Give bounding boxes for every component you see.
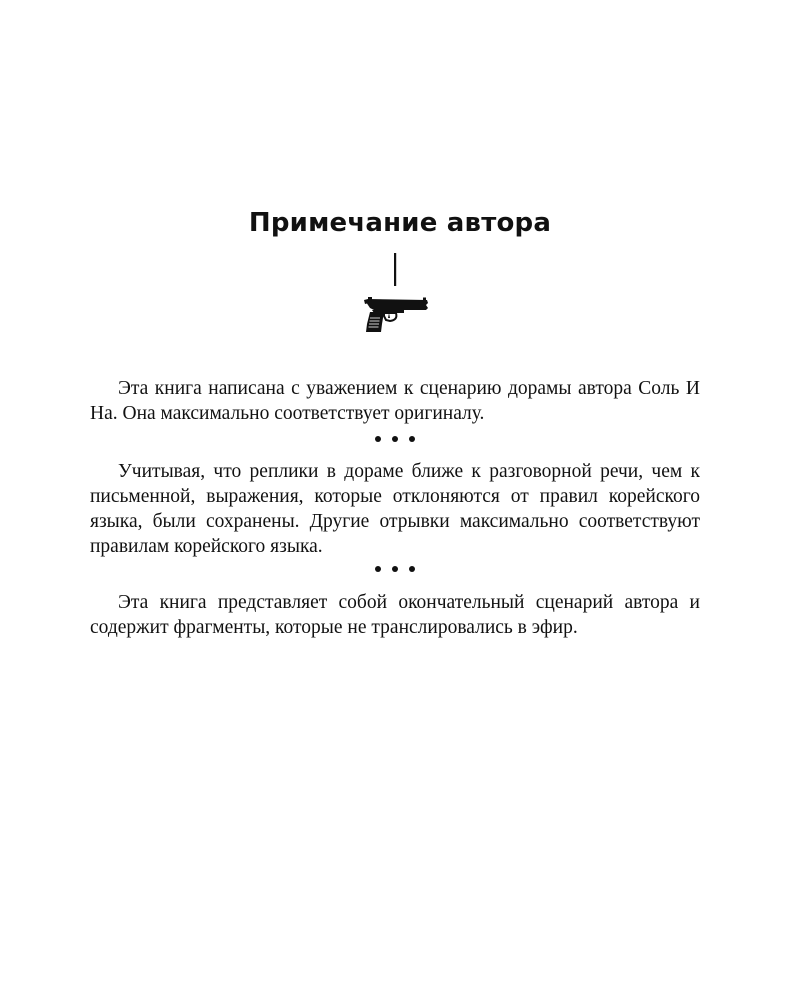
three-dots-separator: [0, 434, 800, 444]
separator-dot: [392, 436, 398, 442]
paragraph-3: [90, 590, 700, 640]
three-dots-separator: [0, 564, 800, 574]
page-title: Примечание автора: [248, 208, 552, 238]
separator-dot: [409, 566, 415, 572]
separator-dot: [375, 566, 381, 572]
paragraph-text: Учитывая, что реплики в дораме ближе к разговорной речи, чем к письменной, выражения, которые отклоняются от правил корейского языка, были сохранены. Другие отрывки максимально соответствуют правилам корейского языка.: [90, 461, 700, 557]
paragraph-text: Эта книга представляет собой окончательный сценарий автора и содержит фрагменты, которые не транслировались в эфир.: [90, 592, 700, 638]
separator-dot: [392, 566, 398, 572]
paragraph-2: [90, 459, 700, 559]
separator-dot: [409, 436, 415, 442]
paragraph-text: Эта книга написана с уважением к сценарию дорамы автора Соль И На. Она максимально соответствует оригиналу.: [90, 378, 700, 424]
pistol-icon: [354, 250, 444, 340]
separator-dot: [375, 436, 381, 442]
paragraph-1: [90, 376, 700, 426]
